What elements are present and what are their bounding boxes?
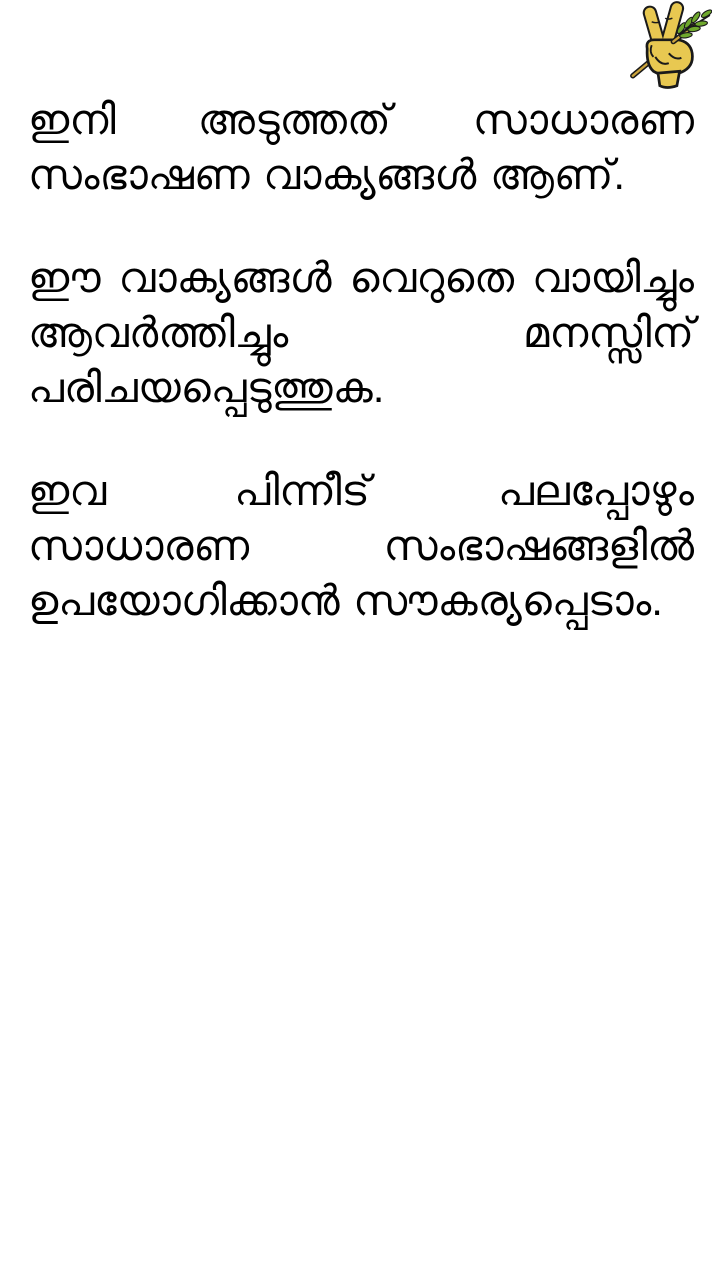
leaf-7 xyxy=(700,9,712,19)
victory-hand-olive-branch-svg xyxy=(622,0,712,94)
paragraph-1: ഇനി അടുത്തത് സാധാരണ സംഭാഷണ വാക്യങ്ങൾ ആണ്. xyxy=(28,96,694,198)
text-content xyxy=(28,92,694,676)
victory-hand-olive-branch-icon xyxy=(622,0,712,94)
leaf-6 xyxy=(695,20,708,27)
paragraph-2: ഈ വാക്യങ്ങൾ വെറുതെ വായിച്ചും ആവർത്തിച്ചും മനസ്സിന് പരിചയപ്പെടുത്തുക. xyxy=(28,254,694,411)
paragraph-3: ഇവ പിന്നീട് പലപ്പോഴും സാധാരണ സംഭാഷങ്ങളിൽ ഉപയോഗിക്കാൻ സൗകര്യപ്പെടാം. xyxy=(28,467,694,624)
wrist xyxy=(658,71,680,87)
fist xyxy=(647,40,693,75)
